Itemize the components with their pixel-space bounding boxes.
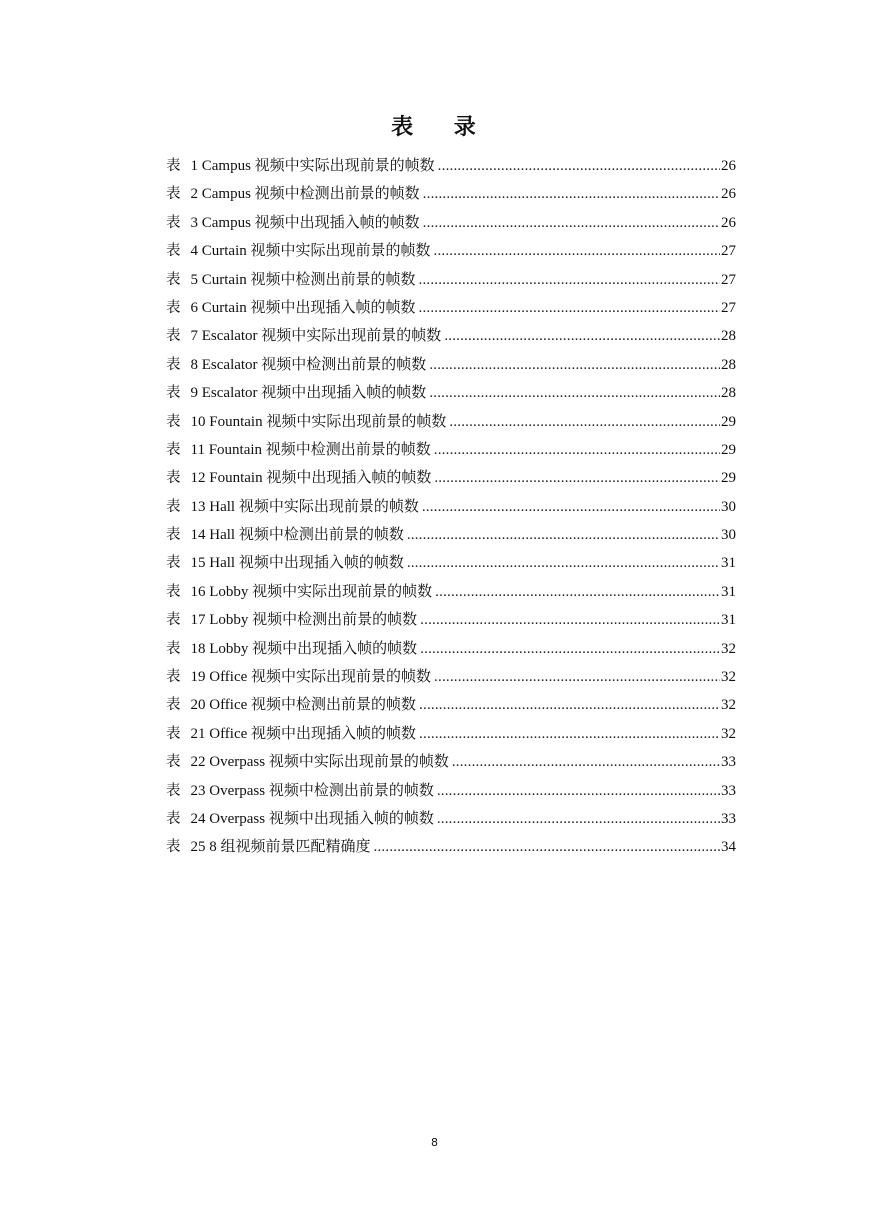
toc-entry[interactable] (166, 379, 736, 407)
toc-entry-label: 1 Campus 视频中实际出现前景的帧数 (190, 158, 435, 174)
toc-entry-prefix: 表 (166, 782, 181, 799)
toc-dot-leader (407, 549, 720, 577)
toc-dot-leader (423, 180, 720, 208)
toc-dot-leader (429, 379, 720, 407)
toc-entry-page: 30 (721, 498, 736, 515)
toc-entry-label: 15 Hall 视频中出现插入帧的帧数 (190, 555, 404, 572)
toc-entry[interactable] (166, 408, 736, 436)
toc-entry-label: 14 Hall 视频中检测出前景的帧数 (190, 527, 404, 544)
toc-entry-label: 7 Escalator 视频中实际出现前景的帧数 (190, 328, 442, 345)
toc-entry-page: 28 (721, 385, 736, 402)
toc-entry-label: 6 Curtain 视频中出现插入帧的帧数 (190, 299, 416, 316)
toc-dot-leader (452, 748, 720, 776)
toc-entry-page: 28 (721, 356, 736, 373)
toc-entry[interactable] (166, 691, 736, 719)
toc-entry-prefix: 表 (166, 697, 181, 714)
toc-entry-page: 27 (721, 271, 736, 288)
toc-dot-leader (434, 436, 720, 464)
toc-dot-leader (419, 691, 720, 719)
table-list (166, 152, 736, 862)
toc-entry-prefix: 表 (166, 527, 181, 544)
toc-entry-page: 31 (721, 583, 736, 600)
toc-entry-label: 12 Fountain 视频中出现插入帧的帧数 (190, 470, 432, 487)
toc-entry-page: 26 (721, 214, 736, 231)
toc-entry[interactable] (166, 521, 736, 549)
toc-entry-label: 11 Fountain 视频中检测出前景的帧数 (190, 441, 431, 458)
toc-entry-label: 5 Curtain 视频中检测出前景的帧数 (190, 271, 416, 288)
toc-entry-prefix: 表 (166, 243, 181, 260)
toc-entry-page: 26 (721, 158, 736, 174)
toc-dot-leader (419, 266, 721, 294)
toc-entry[interactable] (166, 606, 736, 634)
toc-entry[interactable] (166, 180, 736, 208)
toc-entry-label: 18 Lobby 视频中出现插入帧的帧数 (190, 640, 418, 657)
toc-entry-label: 3 Campus 视频中出现插入帧的帧数 (190, 214, 420, 231)
toc-entry-prefix: 表 (166, 299, 181, 316)
toc-entry-page: 32 (721, 669, 736, 686)
toc-entry-prefix: 表 (166, 214, 181, 231)
toc-entry-label: 20 Office 视频中检测出前景的帧数 (190, 697, 417, 714)
toc-entry[interactable] (166, 209, 736, 237)
toc-entry-label: 8 Escalator 视频中检测出前景的帧数 (190, 356, 427, 373)
toc-entry-page: 29 (721, 470, 736, 487)
toc-entry[interactable] (166, 266, 736, 294)
toc-entry[interactable] (166, 322, 736, 350)
toc-dot-leader (437, 777, 720, 805)
toc-entry-page: 27 (721, 299, 736, 316)
toc-dot-leader (419, 294, 721, 322)
toc-entry-page: 33 (721, 754, 736, 771)
toc-entry-prefix: 表 (166, 754, 181, 771)
toc-entry-prefix: 表 (166, 612, 181, 629)
toc-entry[interactable] (166, 635, 736, 663)
toc-entry[interactable] (166, 720, 736, 748)
toc-entry[interactable] (166, 294, 736, 322)
toc-entry-page: 32 (721, 640, 736, 657)
toc-entry-label: 25 8 组视频前景匹配精确度 (190, 839, 371, 856)
toc-entry-prefix: 表 (166, 441, 181, 458)
toc-entry-page: 31 (721, 555, 736, 572)
toc-dot-leader (374, 833, 720, 861)
toc-entry[interactable] (166, 436, 736, 464)
toc-entry-page: 26 (721, 186, 736, 203)
toc-dot-leader (435, 578, 720, 606)
toc-dot-leader (420, 635, 720, 663)
toc-entry-prefix: 表 (166, 839, 181, 856)
toc-dot-leader (444, 322, 720, 350)
toc-entry[interactable] (166, 663, 736, 691)
toc-entry-prefix: 表 (166, 186, 181, 203)
toc-entry-prefix: 表 (166, 725, 181, 742)
toc-dot-leader (422, 493, 720, 521)
toc-dot-leader (420, 606, 720, 634)
toc-dot-leader (419, 720, 720, 748)
toc-entry-page: 28 (721, 328, 736, 345)
toc-entry-label: 2 Campus 视频中检测出前景的帧数 (190, 186, 420, 203)
toc-entry-label: 9 Escalator 视频中出现插入帧的帧数 (190, 385, 427, 402)
toc-entry[interactable] (166, 833, 736, 861)
toc-dot-leader (407, 521, 720, 549)
toc-entry-label: 22 Overpass 视频中实际出现前景的帧数 (190, 754, 449, 771)
toc-dot-leader (423, 209, 720, 237)
toc-entry-label: 10 Fountain 视频中实际出现前景的帧数 (190, 413, 447, 430)
page-title: 表 录 (391, 114, 478, 140)
toc-dot-leader (438, 152, 720, 180)
toc-entry-label: 4 Curtain 视频中实际出现前景的帧数 (190, 243, 431, 260)
toc-entry-prefix: 表 (166, 385, 181, 402)
toc-entry-prefix: 表 (166, 470, 181, 487)
toc-entry[interactable] (166, 805, 736, 833)
toc-dot-leader (434, 464, 720, 492)
toc-entry[interactable] (166, 549, 736, 577)
toc-entry-label: 24 Overpass 视频中出现插入帧的帧数 (190, 810, 434, 827)
toc-entry-page: 29 (721, 441, 736, 458)
toc-entry-prefix: 表 (166, 640, 181, 657)
toc-entry-prefix: 表 (166, 583, 181, 600)
toc-entry-page: 33 (721, 810, 736, 827)
toc-entry[interactable] (166, 748, 736, 776)
toc-entry[interactable] (166, 152, 736, 180)
toc-dot-leader (429, 351, 720, 379)
toc-entry-label: 21 Office 视频中出现插入帧的帧数 (190, 725, 417, 742)
toc-entry-page: 33 (721, 782, 736, 799)
toc-dot-leader (434, 663, 720, 691)
toc-entry-label: 23 Overpass 视频中检测出前景的帧数 (190, 782, 434, 799)
toc-entry[interactable] (166, 237, 736, 265)
toc-entry-page: 32 (721, 697, 736, 714)
toc-entry-page: 30 (721, 527, 736, 544)
toc-entry-prefix: 表 (166, 158, 181, 174)
toc-dot-leader (434, 237, 721, 265)
toc-entry-label: 16 Lobby 视频中实际出现前景的帧数 (190, 583, 433, 600)
page-number: 8 (431, 1136, 438, 1149)
toc-entry-prefix: 表 (166, 356, 181, 373)
toc-dot-leader (449, 408, 720, 436)
toc-entry-page: 34 (721, 839, 736, 856)
toc-entry-prefix: 表 (166, 555, 181, 572)
toc-entry-label: 19 Office 视频中实际出现前景的帧数 (190, 669, 432, 686)
toc-entry[interactable] (166, 578, 736, 606)
toc-entry[interactable] (166, 464, 736, 492)
toc-entry-page: 29 (721, 413, 736, 430)
toc-entry-prefix: 表 (166, 810, 181, 827)
toc-dot-leader (437, 805, 720, 833)
toc-entry-page: 32 (721, 725, 736, 742)
toc-entry-prefix: 表 (166, 498, 181, 515)
toc-entry-label: 17 Lobby 视频中检测出前景的帧数 (190, 612, 418, 629)
toc-entry-page: 27 (721, 243, 736, 260)
toc-entry-prefix: 表 (166, 669, 181, 686)
toc-entry[interactable] (166, 351, 736, 379)
toc-entry-page: 31 (721, 612, 736, 629)
toc-entry[interactable] (166, 493, 736, 521)
toc-entry-prefix: 表 (166, 328, 181, 345)
toc-entry-prefix: 表 (166, 413, 181, 430)
toc-entry-label: 13 Hall 视频中实际出现前景的帧数 (190, 498, 419, 515)
toc-entry-prefix: 表 (166, 271, 181, 288)
toc-entry[interactable] (166, 777, 736, 805)
